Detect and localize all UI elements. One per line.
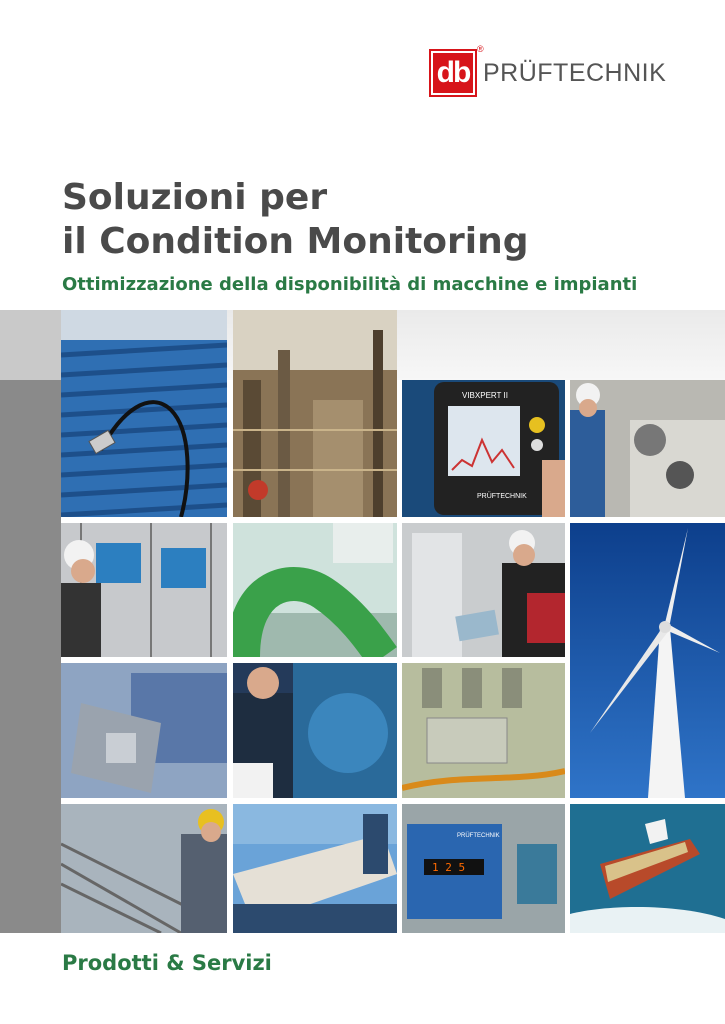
sensor-photo bbox=[61, 310, 227, 517]
container-ship-photo bbox=[570, 804, 725, 933]
monitoring-unit-photo bbox=[402, 804, 565, 933]
products-services-label: Prodotti & Servizi bbox=[62, 951, 272, 975]
technician-engine-photo bbox=[570, 380, 725, 517]
photo-collage bbox=[61, 310, 725, 933]
unit-digits: 1 2 5 bbox=[432, 861, 466, 874]
brand-name: PRÜFTECHNIK bbox=[483, 58, 667, 87]
blue-fan-photo bbox=[61, 663, 227, 798]
title-line-1: Soluzioni per bbox=[62, 177, 328, 218]
rotary-kiln-photo bbox=[233, 804, 397, 933]
cover-subtitle: Ottimizzazione della disponibilità di macchine e impianti bbox=[62, 274, 638, 295]
technician-machine-photo bbox=[233, 663, 397, 798]
cover-title bbox=[62, 176, 529, 264]
registered-mark: ® bbox=[477, 44, 484, 54]
pruftechnik-logo bbox=[431, 44, 667, 96]
electrical-box-photo bbox=[402, 663, 565, 798]
unit-brand-label: PRÜFTECHNIK bbox=[457, 833, 500, 839]
green-pipes-photo bbox=[233, 523, 397, 657]
vibxpert-label: VIBXPERT II bbox=[462, 391, 508, 400]
technician-conveyor-photo bbox=[61, 804, 227, 933]
db-logo-mark: db bbox=[431, 51, 475, 95]
technician-cabinet-photo bbox=[61, 523, 227, 657]
band-accent bbox=[0, 310, 61, 380]
vibxpert-device-photo bbox=[402, 380, 565, 517]
technician-tablet-photo bbox=[402, 523, 565, 657]
device-brand-label: PRÜFTECHNIK bbox=[477, 493, 527, 500]
gray-sidebar bbox=[0, 380, 61, 933]
title-line-2: il Condition Monitoring bbox=[62, 221, 529, 262]
refinery-photo bbox=[233, 310, 397, 517]
wind-turbine-photo bbox=[570, 523, 725, 798]
